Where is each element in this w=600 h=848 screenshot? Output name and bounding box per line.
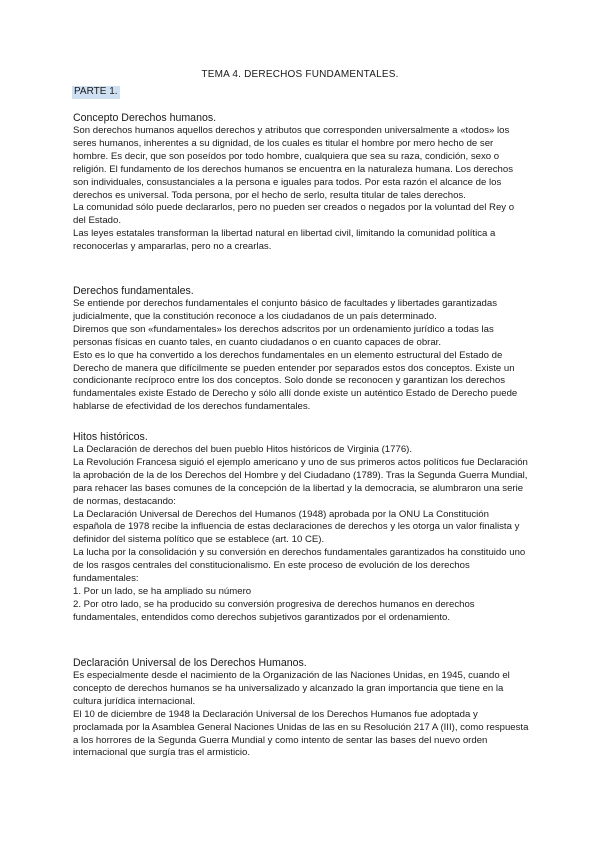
part-label: PARTE 1. [74, 86, 118, 97]
document-title: TEMA 4. DERECHOS FUNDAMENTALES. [201, 69, 399, 80]
section-heading: Declaración Universal de los Derechos Humanos. [73, 657, 307, 669]
paragraph: La Revolución Francesa siguió el ejemplo americano y uno de sus primeros actos políticos fue Declaración la aprobación de la de los Derechos del Hombre y del Ciudadano (1789). Tras la Segunda Guerra Mundial, para rehacer las bases comunes de la concepción de la libertad y la democracia, se alumbraron una serie de normas, destacando: [73, 456, 528, 507]
paragraph: La Declaración de derechos del buen pueblo Hitos históricos de Virginia (1776). [73, 444, 413, 455]
section-concepto-derechos-humanos [73, 111, 529, 254]
paragraph: Se entiende por derechos fundamentales el conjunto básico de facultades y libertades garantizadas judicialmente, que la constitución reconoce a los ciudadanos de un país determinado. [73, 298, 498, 322]
list-item: 2. Por otro lado, se ha producido su conversión progresiva de derechos humanos en derechos fundamentales, entendidos como derechos subjetivos garantizados por el ordenamiento. [73, 598, 475, 623]
paragraph: El 10 de diciembre de 1948 la Declaración Universal de los Derechos Humanos fue adoptada y proclamada por la Asamblea General Naciones Unidas de las en su Resolución 217 A (III), como respuesta a los horrores de la Segunda Guerra Mundial y como intento de sentar las bases del nuevo orden internacional que surgía tras el armisticio. [73, 708, 529, 759]
paragraph: Son derechos humanos aquellos derechos y atributos que corresponden universalmente a «todos» los seres humanos, inherentes a su dignidad, de los cuales es titular el hombre por mero hecho de ser hombre. Es decir, que son poseídos por todo hombre, cualquiera que sea su raza, condición, sexo o religión. El fundamento de los derechos humanos se encuentra en la naturaleza humana. Los derechos son individuales, consustanciales a la persona e iguales para todos. Por esta razón el alcance de los derechos es universal. Toda persona, por el hecho de serlo, resulta titular de tales derechos. [73, 125, 513, 201]
paragraph: La lucha por la consolidación y su conversión en derechos fundamentales garantizados ha constituido uno de los rasgos centrales del constitucionalismo. En este proceso de evolución de los derechos fundamentales: [73, 547, 526, 585]
section-heading: Derechos fundamentales. [73, 285, 194, 297]
paragraph: La comunidad sólo puede declararlos, pero no pueden ser creados o negados por la voluntad del Rey o del Estado. [73, 202, 515, 227]
paragraph: Diremos que son «fundamentales» los derechos adscritos por un ordenamiento jurídico a todas las personas físicas en cuanto tales, en cuanto ciudadanos o en cuanto capaces de obrar. [73, 323, 494, 348]
list-item: 1. Por un lado, se ha ampliado su número [73, 585, 252, 597]
paragraph: Esto es lo que ha convertido a los derechos fundamentales en un elemento estructural del Estado de Derecho de manera que difícilmente se pueden entender por separados estos dos conceptos. Existe un condicionante recíproco entre los dos conceptos. Solo donde se reconocen y garantizan los derechos fundamentales existe Estado de Derecho y sólo allí donde existe un auténtico Estado de Derecho puede hablarse de efectividad de los derechos fundamentales. [73, 349, 518, 413]
section-derechos-fundamentales [73, 284, 529, 414]
paragraph: La Declaración Universal de Derechos del Humanos (1948) aprobada por la ONU La Constitución española de 1978 recibe la influencia de estas declaraciones de derechos y les otorga un valor finalista y definidor del sistema político que se establece (art. 10 CE). [73, 508, 520, 546]
paragraph: Las leyes estatales transforman la libertad natural en libertad civil, limitando la comunidad política a reconocerlas y ampararlas, pero no a crearlas. [73, 228, 496, 253]
section-declaracion-universal [73, 656, 529, 760]
section-hitos-historicos [73, 430, 529, 625]
paragraph: Es especialmente desde el nacimiento de la Organización de las Naciones Unidas, en 1945, cuando el concepto de derechos humanos se ha universalizado y alcanzado la gran importancia que tiene en la cultura jurídica internacional. [73, 670, 510, 707]
section-heading: Hitos históricos. [73, 431, 148, 443]
section-heading: Concepto Derechos humanos. [73, 112, 217, 124]
